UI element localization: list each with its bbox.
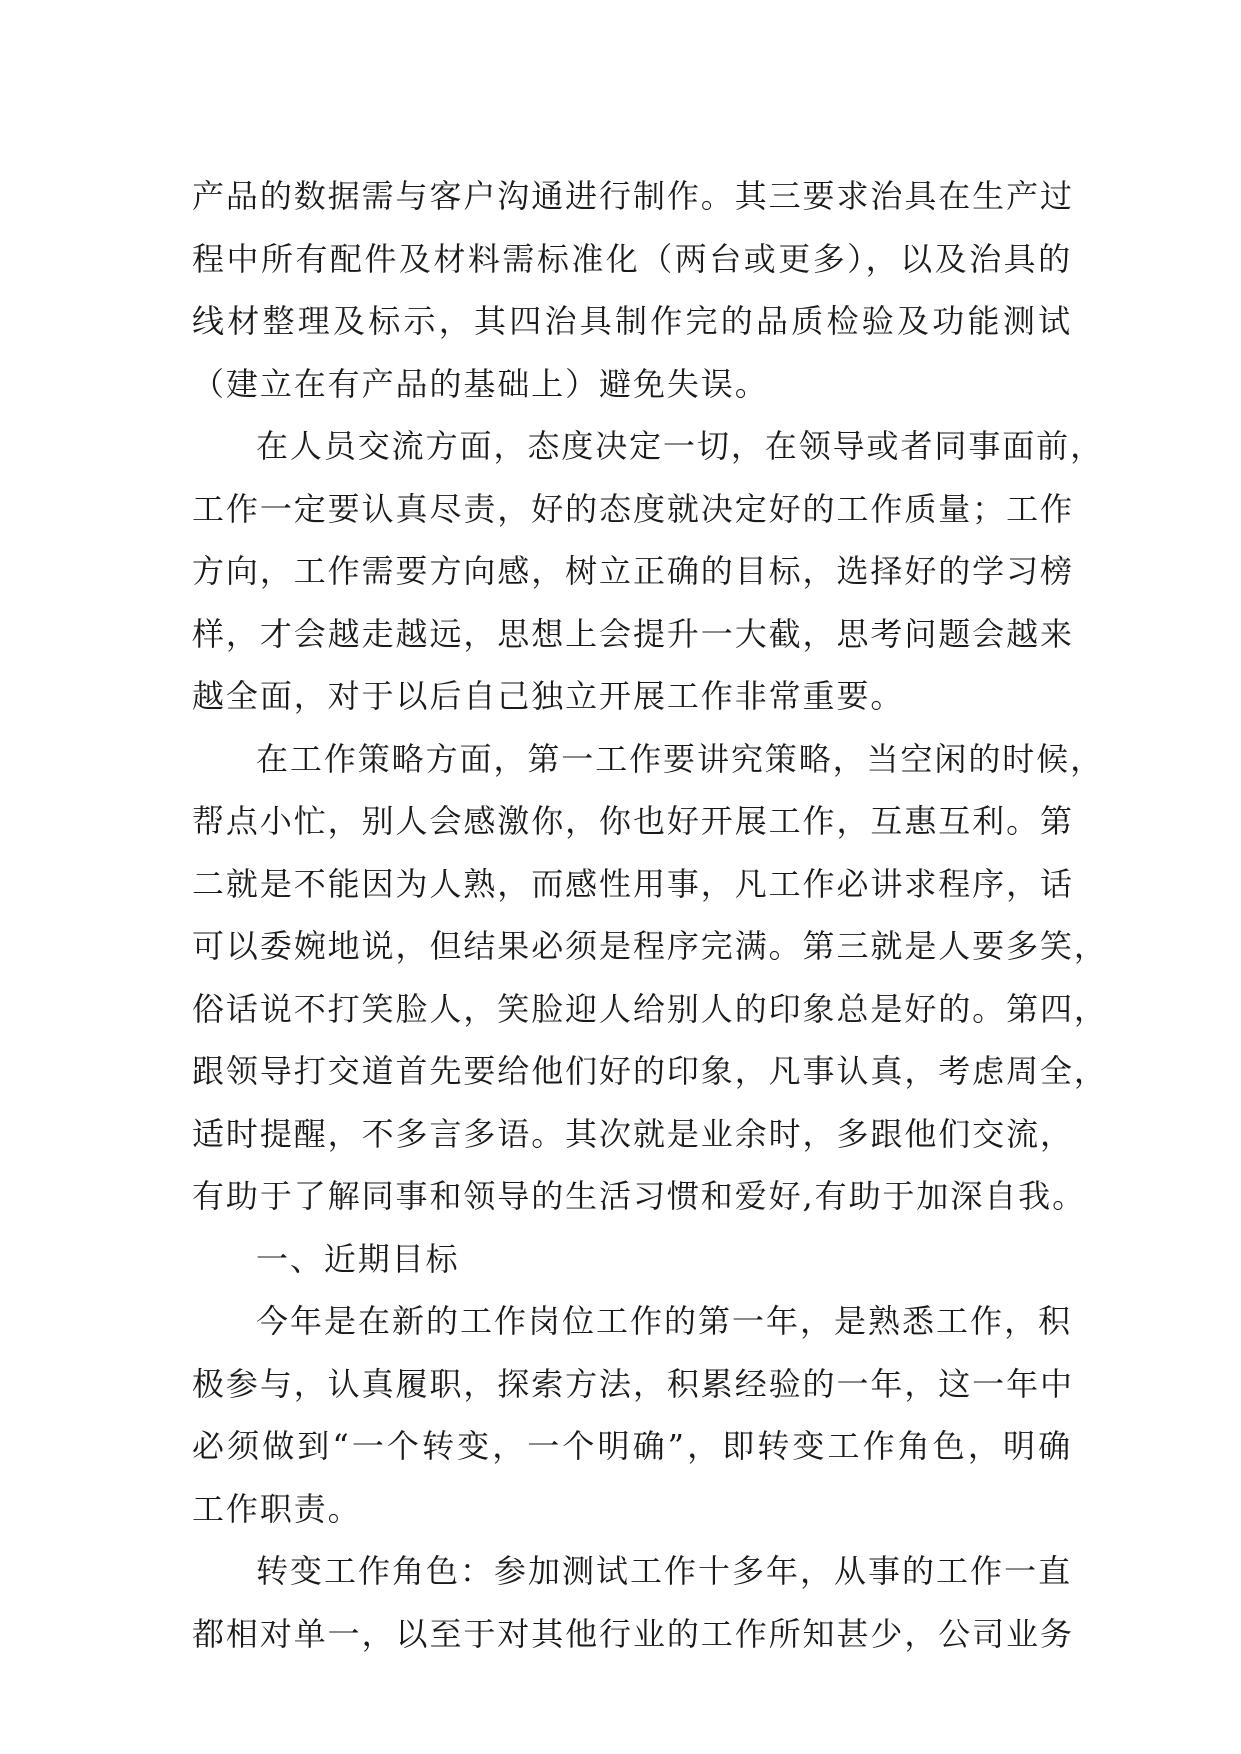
paragraph-2-line-3: 方向，工作需要方向感，树立正确的目标，选择好的学习榜 bbox=[192, 552, 1074, 590]
paragraph-1-line-1: 产品的数据需与客户沟通进行制作。其三要求治具在生产过 bbox=[192, 177, 1074, 215]
paragraph-2-line-1: 在人员交流方面，态度决定一切，在领导或者同事面前， bbox=[256, 427, 1105, 465]
paragraph-4-line-3: 必须做到“一个转变，一个明确”，即转变工作角色，明确 bbox=[192, 1427, 1072, 1465]
paragraph-2-line-2: 工作一定要认真尽责，好的态度就决定好的工作质量；工作 bbox=[192, 489, 1074, 528]
paragraph-3-line-1: 在工作策略方面，第一工作要讲究策略，当空闲的时候， bbox=[256, 739, 1105, 778]
paragraph-5-line-2: 都相对单一，以至于对其他行业的工作所知甚少，公司业务 bbox=[192, 1614, 1074, 1653]
paragraph-2-line-5: 越全面，对于以后自己独立开展工作非常重要。 bbox=[192, 677, 905, 715]
paragraph-1-line-3: 线材整理及标示，其四治具制作完的品质检验及功能测试 bbox=[192, 302, 1072, 340]
section-heading: 一、近期目标 bbox=[256, 1239, 460, 1278]
paragraph-4-line-1: 今年是在新的工作岗位工作的第一年，是熟悉工作，积 bbox=[256, 1302, 1072, 1340]
paragraph-1-line-4: （建立在有产品的基础上）避免失误。 bbox=[192, 364, 769, 403]
paragraph-3-line-6: 跟领导打交道首先要给他们好的印象，凡事认真，考虑周全， bbox=[192, 1052, 1108, 1090]
paragraph-3-line-5: 俗话说不打笑脸人，笑脸迎人给别人的印象总是好的。第四， bbox=[192, 989, 1108, 1028]
paragraph-3-line-8: 有助于了解同事和领导的生活习惯和爱好,有助于加深自我。 bbox=[192, 1177, 1087, 1215]
paragraph-3-line-7: 适时提醒，不多言多语。其次就是业余时，多跟他们交流， bbox=[192, 1114, 1074, 1153]
paragraph-3-line-4: 可以委婉地说，但结果必须是程序完满。第三就是人要多笑， bbox=[192, 927, 1108, 965]
paragraph-3-line-3: 二就是不能因为人熟，而感性用事，凡工作必讲求程序，话 bbox=[192, 864, 1074, 903]
paragraph-5-line-1: 转变工作角色：参加测试工作十多年，从事的工作一直 bbox=[256, 1552, 1072, 1590]
document-body bbox=[192, 165, 1108, 1665]
paragraph-1-line-2: 程中所有配件及材料需标准化（两台或更多），以及治具的 bbox=[192, 239, 1072, 278]
paragraph-4-line-4: 工作职责。 bbox=[192, 1489, 362, 1528]
paragraph-2-line-4: 样，才会越走越远，思想上会提升一大截，思考问题会越来 bbox=[192, 614, 1074, 653]
paragraph-4-line-2: 极参与，认真履职，探索方法，积累经验的一年，这一年中 bbox=[192, 1364, 1074, 1403]
paragraph-3-line-2: 帮点小忙，别人会感激你，你也好开展工作，互惠互利。第 bbox=[192, 802, 1074, 840]
